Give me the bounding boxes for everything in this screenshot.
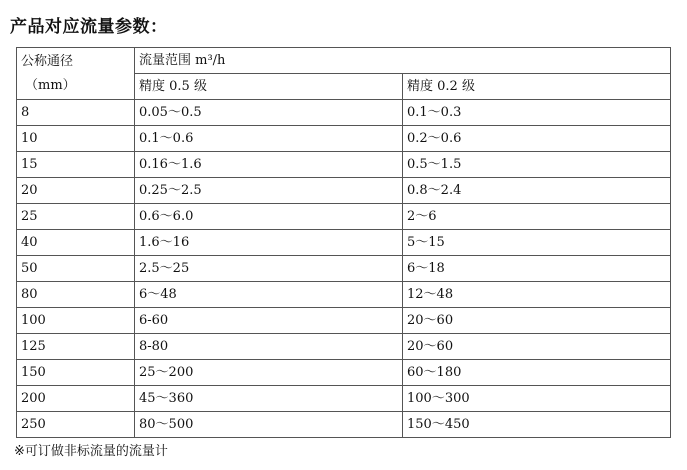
- cell-range-accuracy-0-2: 150～450: [403, 412, 671, 438]
- cell-range-accuracy-0-2: 0.1～0.3: [403, 100, 671, 126]
- header-nominal-diameter: [17, 48, 135, 100]
- cell-range-accuracy-0-5: 0.16～1.6: [135, 152, 403, 178]
- table-row: [17, 386, 671, 412]
- table-row: [17, 100, 671, 126]
- cell-nominal-diameter: 20: [17, 178, 135, 204]
- cell-range-accuracy-0-2: 0.2～0.6: [403, 126, 671, 152]
- cell-nominal-diameter: 8: [17, 100, 135, 126]
- table-row: [17, 308, 671, 334]
- table-row: [17, 360, 671, 386]
- flow-parameter-table: [16, 47, 671, 438]
- cell-nominal-diameter: 40: [17, 230, 135, 256]
- table-row: [17, 256, 671, 282]
- cell-nominal-diameter: 125: [17, 334, 135, 360]
- header-accuracy-0-2: 精度 0.2 级: [403, 74, 671, 100]
- cell-range-accuracy-0-5: 8-80: [135, 334, 403, 360]
- cell-range-accuracy-0-5: 0.1～0.6: [135, 126, 403, 152]
- footnote: ※可订做非标流量的流量计: [14, 444, 168, 459]
- cell-range-accuracy-0-5: 6～48: [135, 282, 403, 308]
- header-flow-range: 流量范围 m³/h: [135, 48, 671, 74]
- header-accuracy-0-5: 精度 0.5 级: [135, 74, 403, 100]
- table-row: [17, 282, 671, 308]
- cell-range-accuracy-0-2: 20～60: [403, 308, 671, 334]
- cell-nominal-diameter: 10: [17, 126, 135, 152]
- cell-nominal-diameter: 200: [17, 386, 135, 412]
- cell-nominal-diameter: 15: [17, 152, 135, 178]
- cell-range-accuracy-0-5: 45～360: [135, 386, 403, 412]
- cell-range-accuracy-0-2: 0.5～1.5: [403, 152, 671, 178]
- table-row: [17, 178, 671, 204]
- cell-nominal-diameter: 80: [17, 282, 135, 308]
- table-body: [17, 100, 671, 438]
- cell-range-accuracy-0-5: 0.25～2.5: [135, 178, 403, 204]
- cell-range-accuracy-0-5: 0.6～6.0: [135, 204, 403, 230]
- cell-nominal-diameter: 150: [17, 360, 135, 386]
- table-row: [17, 126, 671, 152]
- cell-range-accuracy-0-2: 2～6: [403, 204, 671, 230]
- cell-range-accuracy-0-2: 12～48: [403, 282, 671, 308]
- cell-nominal-diameter: 25: [17, 204, 135, 230]
- cell-range-accuracy-0-5: 6-60: [135, 308, 403, 334]
- cell-range-accuracy-0-2: 5～15: [403, 230, 671, 256]
- table-header-row: [17, 48, 671, 74]
- cell-range-accuracy-0-5: 80～500: [135, 412, 403, 438]
- cell-range-accuracy-0-2: 20～60: [403, 334, 671, 360]
- header-nominal-diameter-label: 公称通径: [21, 54, 74, 69]
- cell-range-accuracy-0-5: 2.5～25: [135, 256, 403, 282]
- table-row: [17, 152, 671, 178]
- cell-nominal-diameter: 100: [17, 308, 135, 334]
- cell-range-accuracy-0-5: 0.05～0.5: [135, 100, 403, 126]
- cell-range-accuracy-0-2: 0.8～2.4: [403, 178, 671, 204]
- page-title: 产品对应流量参数：: [10, 17, 168, 37]
- cell-range-accuracy-0-2: 60～180: [403, 360, 671, 386]
- cell-nominal-diameter: 250: [17, 412, 135, 438]
- table-row: [17, 334, 671, 360]
- cell-range-accuracy-0-5: 25～200: [135, 360, 403, 386]
- table-row: [17, 412, 671, 438]
- cell-range-accuracy-0-2: 100～300: [403, 386, 671, 412]
- cell-range-accuracy-0-5: 1.6～16: [135, 230, 403, 256]
- cell-nominal-diameter: 50: [17, 256, 135, 282]
- table-row: [17, 230, 671, 256]
- header-nominal-diameter-unit: （mm）: [25, 78, 76, 93]
- cell-range-accuracy-0-2: 6～18: [403, 256, 671, 282]
- table-row: [17, 204, 671, 230]
